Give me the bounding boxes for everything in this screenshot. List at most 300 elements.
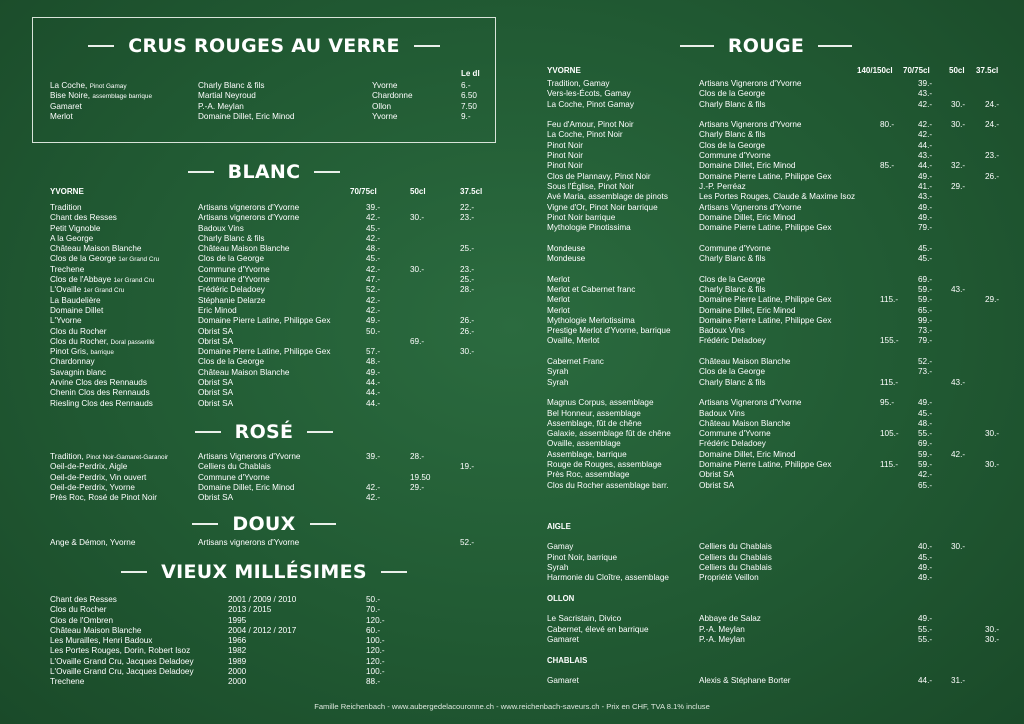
- producer: Badoux Vins: [699, 408, 745, 418]
- wine-row: [50, 368, 490, 378]
- wine-row: [547, 614, 1007, 624]
- producer: Domaine Pierre Latine, Philippe Gex: [699, 223, 832, 233]
- spacer: [547, 347, 1007, 357]
- wine-name-detail: Pinot Noir-Gamaret-Garanoir: [86, 454, 169, 461]
- price-50cl: 30.-: [951, 120, 966, 130]
- price: 88.-: [366, 677, 381, 687]
- producer: Martial Neyroud: [198, 91, 256, 101]
- wine-row: [50, 595, 490, 605]
- wine-name-text: La Baudelière: [50, 295, 101, 305]
- price-70cl: 44.-: [366, 378, 381, 388]
- price-37cl: 26.-: [460, 316, 475, 326]
- price-70cl: 45.-: [918, 552, 933, 562]
- blanc-col-50: 50cl: [410, 187, 426, 196]
- price-70cl: 49.-: [366, 367, 381, 377]
- producer: Clos de la George: [198, 254, 264, 264]
- wine-name-text: Clos de l'Abbaye: [50, 275, 112, 285]
- price-70cl: 49.-: [918, 562, 933, 572]
- wine-name-detail: 1er Grand Cru: [118, 256, 160, 264]
- producer: Domaine Dillet, Eric Minod: [699, 212, 796, 222]
- price: 50.-: [366, 595, 381, 604]
- village: Chardonne: [372, 91, 413, 101]
- wine-row: [50, 213, 490, 223]
- price-37cl: 26.-: [985, 171, 1000, 181]
- wine-row: [50, 636, 490, 646]
- vintage: 1995: [228, 615, 247, 625]
- blanc-col-70: 70/75cl: [350, 187, 377, 196]
- wine-name: [50, 473, 146, 483]
- crus-list: [50, 81, 490, 122]
- producer: Obrist SA: [198, 493, 234, 503]
- price-37cl: 23.-: [460, 213, 475, 223]
- price-37cl: 22.-: [460, 203, 475, 212]
- heading-rule: [195, 431, 221, 433]
- wine-name: [50, 399, 153, 409]
- wine-row: [547, 254, 1007, 264]
- price-70cl: 45.-: [918, 408, 933, 418]
- producer: Obrist SA: [198, 336, 234, 346]
- price-70cl: 42.-: [366, 493, 381, 503]
- wine-row: [50, 296, 490, 306]
- heading-rule: [381, 571, 407, 573]
- wine-name: [50, 605, 106, 615]
- price-70cl: 42.-: [366, 295, 381, 305]
- wine-row: [50, 347, 490, 357]
- village: Yvorne: [372, 111, 398, 121]
- price-50cl: 29.-: [410, 482, 425, 492]
- producer: Artisans Vignerons d'Yvorne: [198, 452, 301, 461]
- price-70cl: 42.-: [366, 264, 381, 274]
- price-37cl: 23.-: [460, 264, 475, 274]
- price-dl: 7.50: [461, 101, 477, 111]
- spacer: [547, 233, 1007, 243]
- spacer: [547, 645, 1007, 655]
- price-70cl: 39.-: [918, 79, 933, 88]
- producer: P.-A. Meylan: [198, 101, 244, 111]
- doux-heading: [32, 513, 496, 535]
- producer: Commune d'Yvorne: [699, 151, 771, 161]
- price-dl: 9.-: [461, 111, 471, 121]
- wine-name: [50, 388, 150, 398]
- wine-name: La Coche, Pinot Gamay: [547, 99, 634, 109]
- producer: Commune d'Yvorne: [699, 243, 771, 253]
- producer: Charly Blanc & fils: [699, 130, 766, 140]
- wine-row: [50, 81, 490, 91]
- wine-name-text: Clos du Rocher: [50, 605, 107, 615]
- producer: Celliers du Chablais: [198, 462, 271, 472]
- producer: Artisans vignerons d'Yvorne: [198, 538, 300, 547]
- wine-name: [50, 306, 103, 316]
- producer: Obrist SA: [699, 480, 735, 490]
- price-37cl: 24.-: [985, 120, 1000, 130]
- wine-row: [50, 224, 490, 234]
- price-50cl: 30.-: [951, 542, 966, 552]
- rouge-col-37: 37.5cl: [976, 66, 999, 75]
- producer: Obrist SA: [198, 378, 234, 388]
- wine-name-text: La Coche,: [50, 81, 88, 90]
- wine-row: [50, 616, 490, 626]
- wine-name: Magnus Corpus, assemblage: [547, 398, 654, 408]
- price-70cl: 42.-: [918, 470, 933, 480]
- price-70cl: 45.-: [918, 254, 933, 264]
- heading-rule: [310, 523, 336, 525]
- producer: Alexis & Stéphane Borter: [699, 676, 791, 686]
- price-70cl: 59.-: [918, 459, 933, 469]
- price-50cl: 30.-: [951, 99, 966, 109]
- price-37cl: 30.-: [460, 347, 475, 357]
- price-70cl: 79.-: [918, 336, 933, 346]
- heading-rule: [192, 523, 218, 525]
- producer: Domaine Dillet, Eric Minod: [699, 161, 796, 171]
- producer: Charly Blanc & fils: [198, 81, 265, 90]
- producer: J.-P. Perréaz: [699, 181, 746, 191]
- price-70cl: 73.-: [918, 326, 933, 336]
- producer: Domaine Pierre Latine, Philippe Gex: [699, 459, 832, 469]
- price-50cl: 29.-: [951, 181, 966, 191]
- producer: Frédéric Deladoey: [198, 285, 265, 295]
- wine-name-text: Ange & Démon, Yvorne: [50, 538, 136, 547]
- price-140cl: 115.-: [880, 295, 899, 305]
- price-70cl: 55.-: [918, 635, 933, 645]
- wine-row: [547, 161, 1007, 171]
- wine-name: [50, 203, 82, 213]
- producer: Domaine Pierre Latine, Philippe Gex: [699, 315, 832, 325]
- price-70cl: 55.-: [918, 429, 933, 439]
- wine-row: [547, 563, 1007, 573]
- wine-name: [50, 224, 100, 234]
- producer: Celliers du Chablais: [699, 542, 772, 552]
- section-row: [547, 594, 1007, 604]
- crus-title: CRUS ROUGES AU VERRE: [128, 35, 400, 57]
- producer: Charly Blanc & fils: [699, 284, 766, 294]
- wine-row: [50, 275, 490, 285]
- price-70cl: 49.-: [918, 212, 933, 222]
- wine-name-text: Pinot Gris,: [50, 347, 89, 357]
- wine-row: [50, 91, 490, 101]
- wine-name-text: L'Ovaille: [50, 285, 82, 295]
- wine-name-text: Château Maison Blanche: [50, 625, 142, 635]
- price-140cl: 115.-: [880, 377, 899, 387]
- price-70cl: 39.-: [366, 452, 381, 461]
- wine-row: [547, 481, 1007, 491]
- wine-row: [50, 657, 490, 667]
- wine-name-text: A la George: [50, 233, 94, 243]
- doux-list: [50, 538, 490, 548]
- wine-name: Pinot Noir: [547, 151, 583, 161]
- wine-name: Feu d'Amour, Pinot Noir: [547, 120, 634, 130]
- heading-rule: [121, 571, 147, 573]
- wine-row: [50, 473, 490, 483]
- wine-row: [547, 419, 1007, 429]
- producer: Clos de la George: [699, 89, 765, 99]
- producer: Château Maison Blanche: [198, 367, 290, 377]
- producer: Frédéric Deladoey: [699, 439, 766, 449]
- producer: Clos de la George: [699, 140, 765, 150]
- price-37cl: 24.-: [985, 99, 1000, 109]
- wine-row: [547, 676, 1007, 686]
- spacer: [547, 604, 1007, 614]
- wine-row: [547, 409, 1007, 419]
- heading-rule: [188, 171, 214, 173]
- price-70cl: 49.-: [918, 614, 933, 624]
- producer: Artisans vignerons d'Yvorne: [198, 213, 300, 223]
- wine-name: [50, 112, 73, 122]
- price-37cl: 26.-: [460, 326, 475, 336]
- wine-name-text: Les Murailles, Henri Badoux: [50, 636, 153, 646]
- wine-row: [547, 213, 1007, 223]
- price-70cl: 69.-: [918, 439, 933, 449]
- wine-name-text: Trechene: [50, 677, 85, 687]
- price-37cl: 52.-: [460, 538, 475, 547]
- wine-name: Pinot Noir, barrique: [547, 552, 618, 562]
- wine-name: Assemblage, barrique: [547, 449, 627, 459]
- wine-name: Mythologie Merlotissima: [547, 315, 635, 325]
- wine-row: [547, 450, 1007, 460]
- producer: Château Maison Blanche: [699, 418, 791, 428]
- wine-name-text: Merlot: [50, 111, 73, 121]
- wine-row: [547, 89, 1007, 99]
- price-70cl: 48.-: [918, 418, 933, 428]
- footer-text: Famille Reichenbach - www.aubergedelacouronne.ch - www.reichenbach-saveurs.ch - Prix en CHF, TVA 8.1% incluse: [314, 702, 710, 711]
- wine-name: Harmonie du Cloître, assemblage: [547, 573, 669, 583]
- price-70cl: 47.-: [366, 275, 381, 285]
- rouge-col-70: 70/75cl: [903, 66, 930, 75]
- price: 70.-: [366, 605, 381, 615]
- section-label: AIGLE: [547, 521, 571, 531]
- wine-name-detail: assemblage barrique: [92, 93, 153, 101]
- rouge-list: [547, 79, 1007, 687]
- vintage: 2013 / 2015: [228, 605, 272, 615]
- wine-row: [547, 336, 1007, 346]
- wine-name-text: Clos du Rocher: [50, 326, 107, 336]
- price-140cl: 95.-: [880, 398, 895, 408]
- wine-name: Syrah: [547, 367, 569, 377]
- wine-row: [547, 192, 1007, 202]
- producer: Domaine Dillet, Eric Minod: [198, 111, 295, 121]
- price-37cl: 25.-: [460, 244, 475, 254]
- wine-row: [547, 120, 1007, 130]
- producer: Artisans Vignerons d'Yvorne: [699, 398, 802, 408]
- wine-name: [50, 265, 84, 275]
- wine-name-detail: Pinot Gamay: [89, 83, 127, 90]
- wine-name: Galaxie, assemblage fût de chêne: [547, 429, 671, 439]
- producer: Obrist SA: [198, 388, 234, 398]
- wine-row: [547, 470, 1007, 480]
- wine-name: Mythologie Pinotissima: [547, 223, 631, 233]
- wine-row: [50, 646, 490, 656]
- wine-name-text: Riesling Clos des Rennauds: [50, 398, 153, 408]
- price: 60.-: [366, 625, 381, 635]
- wine-name-detail: barrique: [90, 349, 114, 357]
- heading-rule: [414, 45, 440, 47]
- crus-heading: [32, 35, 496, 57]
- wine-name-text: Clos du Rocher,: [50, 336, 109, 346]
- price-37cl: 19.-: [460, 462, 475, 472]
- producer: Artisans Vignerons d'Yvorne: [699, 79, 802, 88]
- wine-name: Merlot et Cabernet franc: [547, 284, 636, 294]
- wine-row: [50, 337, 490, 347]
- price: 100.-: [366, 636, 385, 646]
- wine-name-text: Chardonnay: [50, 357, 95, 367]
- wine-name: Mondeuse: [547, 254, 586, 264]
- wine-row: [547, 295, 1007, 305]
- wine-name-text: Tradition: [50, 203, 82, 212]
- wine-name: Bel Honneur, assemblage: [547, 408, 641, 418]
- price-70cl: 55.-: [918, 624, 933, 634]
- wine-name: Pinot Noir barrique: [547, 212, 616, 222]
- price-70cl: 99.-: [918, 315, 933, 325]
- wine-name: [50, 462, 127, 472]
- producer: Domaine Dillet, Eric Minod: [699, 305, 796, 315]
- producer: Domaine Dillet, Eric Minod: [198, 482, 295, 492]
- spacer: [547, 532, 1007, 542]
- producer: Charly Blanc & fils: [699, 254, 766, 264]
- wine-name: [50, 234, 93, 244]
- wine-row: [50, 285, 490, 295]
- wine-name: Vigne d'Or, Pinot Noir barrique: [547, 202, 658, 212]
- wine-row: [50, 327, 490, 337]
- price-70cl: 39.-: [366, 203, 381, 212]
- rouge-heading: [527, 35, 1005, 57]
- wine-row: [547, 429, 1007, 439]
- producer: Frédéric Deladoey: [699, 336, 766, 346]
- wine-name: [50, 626, 142, 636]
- rose-heading: [32, 421, 496, 443]
- wine-name-text: Les Portes Rouges, Dorin, Robert Isoz: [50, 646, 191, 656]
- wine-row: [50, 538, 490, 548]
- blanc-list: [50, 203, 490, 409]
- wine-name-text: Domaine Dillet: [50, 305, 104, 315]
- wine-name: Ovaille, assemblage: [547, 439, 621, 449]
- wine-row: [50, 306, 490, 316]
- wine-name: Merlot: [547, 305, 570, 315]
- wine-row: [547, 367, 1007, 377]
- wine-name: [50, 213, 117, 223]
- wine-name-detail: 1er Grand Cru: [113, 277, 155, 285]
- wine-row: [50, 316, 490, 326]
- price-70cl: 42.-: [366, 213, 381, 223]
- wine-row: [50, 605, 490, 615]
- wine-name: [50, 296, 101, 306]
- price-70cl: 43.-: [918, 151, 933, 161]
- producer: Château Maison Blanche: [699, 357, 791, 367]
- wine-name: Tradition, Gamay: [547, 79, 610, 88]
- price-140cl: 155.-: [880, 336, 899, 346]
- price-70cl: 42.-: [366, 482, 381, 492]
- producer: Clos de la George: [699, 367, 765, 377]
- wine-row: [547, 357, 1007, 367]
- wine-name: Sous l'Église, Pinot Noir: [547, 181, 635, 191]
- price-50cl: 19.50: [410, 472, 431, 482]
- producer: Commune d'Yvorne: [198, 472, 270, 482]
- price-37cl: 29.-: [985, 295, 1000, 305]
- wine-name: Gamay: [547, 542, 574, 552]
- price-37cl: 30.-: [985, 459, 1000, 469]
- wine-name: Vers-les-Écots, Gamay: [547, 89, 631, 99]
- wine-name: [50, 102, 82, 112]
- wine-name: Merlot: [547, 274, 570, 284]
- wine-name: [50, 378, 147, 388]
- wine-name-text: Oeil-de-Perdrix, Vin ouvert: [50, 472, 147, 482]
- producer: Stéphanie Delarze: [198, 295, 266, 305]
- wine-row: [547, 553, 1007, 563]
- wine-name: Ovaille, Merlot: [547, 336, 600, 346]
- price-140cl: 85.-: [880, 161, 895, 171]
- wine-name: Avé Maria, assemblage de pinots: [547, 192, 668, 202]
- price-70cl: 52.-: [366, 285, 381, 295]
- wine-name: [50, 636, 152, 646]
- producer: Obrist SA: [198, 398, 234, 408]
- producer: Charly Blanc & fils: [198, 233, 265, 243]
- producer: Abbaye de Salaz: [699, 614, 761, 624]
- wine-name: Le Sacristain, Divico: [547, 614, 622, 624]
- vintage: 1989: [228, 656, 247, 666]
- price: 100.-: [366, 667, 385, 677]
- price-50cl: 69.-: [410, 336, 425, 346]
- wine-row: [547, 151, 1007, 161]
- spacer: [547, 666, 1007, 676]
- producer: Clos de la George: [198, 357, 264, 367]
- rouge-col-50: 50cl: [949, 66, 965, 75]
- vieux-list: [50, 595, 490, 688]
- heading-rule: [314, 171, 340, 173]
- wine-name: [50, 667, 194, 677]
- wine-name-text: Savagnin blanc: [50, 367, 106, 377]
- price-70cl: 42.-: [366, 305, 381, 315]
- wine-name: Cabernet Franc: [547, 357, 604, 367]
- blanc-section-label: YVORNE: [50, 187, 84, 196]
- wine-row: [547, 316, 1007, 326]
- wine-row: [50, 112, 490, 122]
- price-70cl: 50.-: [366, 326, 381, 336]
- spacer: [547, 388, 1007, 398]
- price-dl: 6.-: [461, 81, 471, 90]
- wine-name: Gamaret: [547, 635, 579, 645]
- wine-row: [547, 635, 1007, 645]
- producer: Commune d'Yvorne: [699, 429, 771, 439]
- price-70cl: 48.-: [366, 244, 381, 254]
- wine-name-text: L'Ovaille Grand Cru, Jacques Deladoey: [50, 656, 194, 666]
- price-37cl: 30.-: [985, 624, 1000, 634]
- price-70cl: 45.-: [918, 243, 933, 253]
- price-140cl: 80.-: [880, 120, 895, 130]
- spacer: [547, 264, 1007, 274]
- price-70cl: 45.-: [366, 254, 381, 264]
- wine-row: [547, 182, 1007, 192]
- producer: Domaine Pierre Latine, Philippe Gex: [699, 171, 832, 181]
- price-70cl: 49.-: [366, 316, 381, 326]
- wine-name: Clos de Plannavy, Pinot Noir: [547, 171, 651, 181]
- wine-name-detail: 1er Grand Cru: [83, 287, 125, 295]
- vieux-title: VIEUX MILLÉSIMES: [161, 561, 367, 583]
- section-label: OLLON: [547, 593, 575, 603]
- wine-name: [50, 616, 113, 626]
- heading-rule: [680, 45, 714, 47]
- price-70cl: 52.-: [918, 357, 933, 367]
- price-50cl: 30.-: [410, 264, 425, 274]
- section-label: CHABLAIS: [547, 655, 588, 665]
- wine-name-text: Oeil-de-Perdrix, Aigle: [50, 462, 128, 472]
- spacer: [547, 511, 1007, 521]
- producer: Commune d'Yvorne: [198, 275, 270, 285]
- wine-row: [50, 667, 490, 677]
- price-70cl: 45.-: [366, 223, 381, 233]
- price-50cl: 31.-: [951, 676, 966, 686]
- price-70cl: 42.-: [918, 120, 933, 130]
- vintage: 2000: [228, 667, 247, 677]
- producer: Obrist SA: [699, 470, 735, 480]
- wine-name-text: Chenin Clos des Rennauds: [50, 388, 150, 398]
